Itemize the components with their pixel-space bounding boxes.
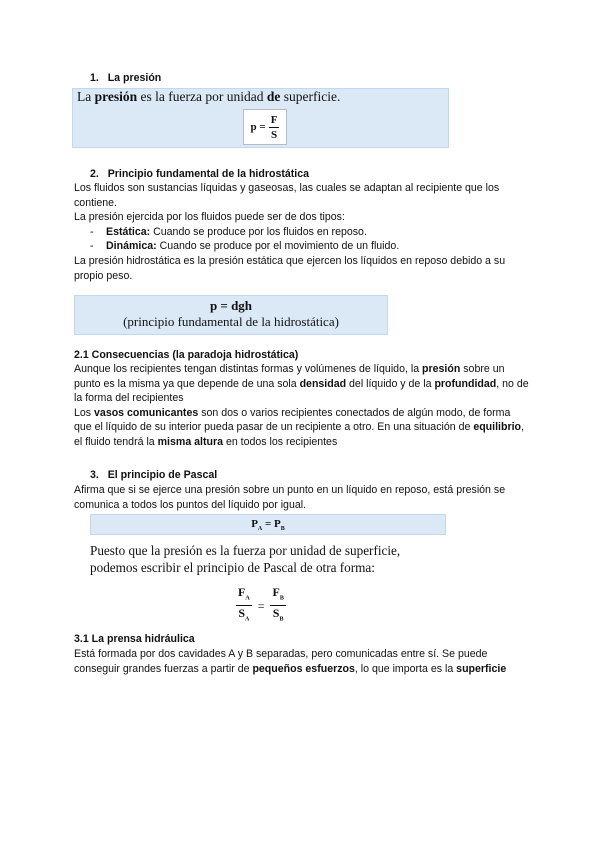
list-item: - Dinámica: Cuando se produce por el movimiento de un fluido. <box>90 240 400 253</box>
section-2-1-body <box>74 362 530 450</box>
section-number: 1. <box>90 72 99 84</box>
section-3-body: Afirma que si se ejerce una presión sobre un punto en un líquido en reposo, está presión se comunica a todos los puntos del líquido por igual. <box>74 484 506 511</box>
section-3-1-heading: 3.1 La prensa hidráulica <box>74 633 195 645</box>
section-2-heading: 2. Principio fundamental de la hidrostática <box>90 168 310 180</box>
pressure-equation: p = $\frac{F}{S}$ <box>243 109 287 145</box>
hydrostatic-formula: p = dgh <box>209 298 253 313</box>
section-3-1-body <box>74 647 534 676</box>
pascal-equation: $P_A = P_B$ <box>251 518 285 533</box>
section-3-heading: 3. El principio de Pascal <box>90 469 218 481</box>
section-2-body <box>74 181 534 283</box>
paragraph: Está formada por dos cavidades A y B separadas, pero comunicadas entre sí. Se puede conseguir grandes fuerzas a partir de pequeños esfuerzos, lo que importa es la superficie <box>74 648 507 675</box>
section-title: La presión <box>107 72 162 84</box>
pressure-definition-box <box>72 88 449 148</box>
paragraph: La presión ejercida por los fluidos puede ser de dos tipos: <box>74 211 345 224</box>
pascal-force-ratio: $\frac{F_A}{S_A}$ = $\frac{F_B}{S_B}$ <box>238 585 284 623</box>
section-2-1-heading: 2.1 Consecuencias (la paradoja hidrostática) <box>74 349 299 361</box>
pressure-definition: La presión es la fuerza por unidad de superficie. <box>77 89 341 104</box>
pascal-note: Puesto que la presión es la fuerza por unidad de superficie, podemos escribir el principio de Pascal de otra forma: <box>90 543 401 575</box>
hydrostatic-formula-box <box>74 295 388 335</box>
pascal-equation-box <box>90 514 446 535</box>
section-1-heading <box>90 71 161 86</box>
paragraph: Los vasos comunicantes son dos o varios recipientes conectados de algún modo, de forma que el líquido de su interior pueda pasar de un recipiente a otro. En una situación de equilibrio, el fluido tendrá la misma altura en todos los recipientes <box>74 406 524 448</box>
hydrostatic-formula-caption: (principio fundamental de la hidrostática) <box>123 314 339 329</box>
paragraph: Aunque los recipientes tengan distintas formas y volúmenes de líquido, la presión sobre un punto es la misma ya que depende de una sola densidad del líquido y de la profundidad, no de la forma del recipientes <box>74 363 529 405</box>
list-item: - Estática: Cuando se produce por los fluidos en reposo. <box>90 225 367 238</box>
paragraph: Los fluidos son sustancias líquidas y gaseosas, las cuales se adaptan al recipiente que los contiene. <box>74 182 500 209</box>
paragraph: La presión hidrostática es la presión estática que ejercen los líquidos en reposo debido a su propio peso. <box>74 254 506 282</box>
